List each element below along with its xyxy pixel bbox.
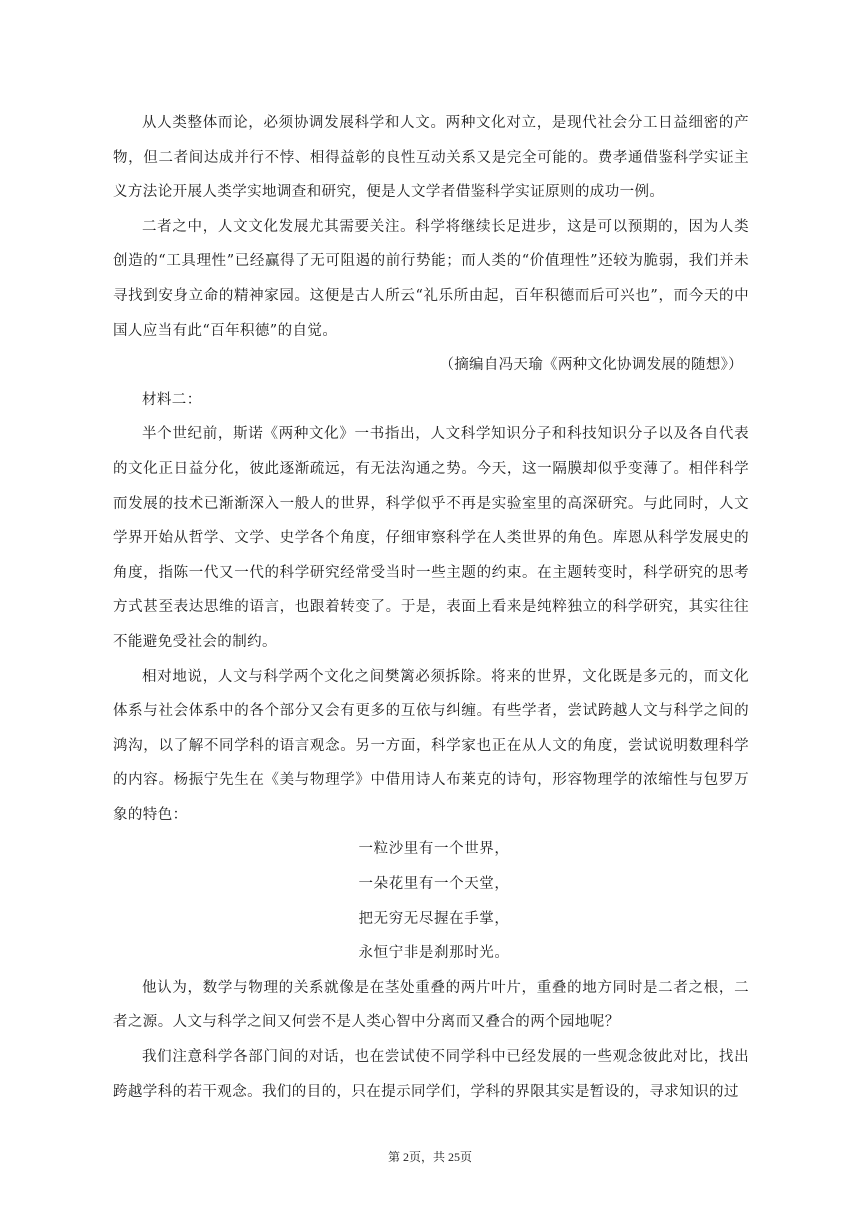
- poem: [113, 832, 749, 970]
- poem-line: 一粒沙里有一个世界，: [358, 841, 510, 858]
- document-body: [113, 106, 749, 1109]
- page-number: 第 2页，共 25页: [387, 1150, 472, 1164]
- poem-line: 把无穷无尽握在手掌，: [358, 910, 510, 927]
- poem-line: 一朵花里有一个天堂，: [358, 876, 510, 893]
- material-2-label: 材料二：: [142, 391, 202, 408]
- poem-line: 永恒宁非是刹那时光。: [358, 945, 510, 962]
- paragraph-6: 我们注意科学各部门间的对话，也在尝试使不同学科中已经发展的一些观念彼此对比，找出跨越学科的若干观念。我们的目的，只在提示同学们，学科的界限其实是暂设的，寻求知识的过: [113, 1049, 749, 1100]
- source-citation: （摘编自冯天瑜《两种文化协调发展的随想》）: [439, 357, 743, 374]
- paragraph-1: 从人类整体而论，必须协调发展科学和人文。两种文化对立，是现代社会分工日益细密的产物，但二者间达成并行不悖、相得益彰的良性互动关系又是完全可能的。费孝通借鉴科学实证主义方法论开展人类学实地调查和研究，便是人文学者借鉴科学实证原则的成功一例。: [113, 115, 749, 201]
- paragraph-2: 二者之中，人文文化发展尤其需要关注。科学将继续长足进步，这是可以预期的，因为人类创造的“工具理性”已经赢得了无可阻遏的前行势能；而人类的“价值理性”还较为脆弱，我们并未寻找到安身立命的精神家园。这便是古人所云“礼乐所由起，百年积德而后可兴也”，而今天的中国人应当有此“百年积德”的自觉。: [113, 218, 749, 339]
- paragraph-3: 半个世纪前，斯诺《两种文化》一书指出，人文科学知识分子和科技知识分子以及各自代表的文化正日益分化，彼此逐渐疏远，有无法沟通之势。今天，这一隔膜却似乎变薄了。相伴科学而发展的技术已渐渐深入一般人的世界，科学似乎不再是实验室里的高深研究。与此同时，人文学界开始从哲学、文学、史学各个角度，仔细审察科学在人类世界的角色。库恩从科学发展史的角度，指陈一代又一代的科学研究经常受当时一些主题的约束。在主题转变时，科学研究的思考方式甚至表达思维的语言，也跟着转变了。于是，表面上看来是纯粹独立的科学研究，其实往往不能避免受社会的制约。: [113, 426, 749, 650]
- paragraph-5: 他认为，数学与物理的关系就像是在茎处重叠的两片叶片，重叠的地方同时是二者之根，二者之源。人文与科学之间又何尝不是人类心智中分离而又叠合的两个园地呢？: [113, 979, 749, 1031]
- paragraph-4: 相对地说，人文与科学两个文化之间樊篱必须拆除。将来的世界，文化既是多元的，而文化体系与社会体系中的各个部分又会有更多的互依与纠缠。有些学者，尝试跨越人文与科学之间的鸿沟，以了解不同学科的语言观念。另一方面，科学家也正在从人文的角度，尝试说明数理科学的内容。杨振宁先生在《美与物理学》中借用诗人布莱克的诗句，形容物理学的浓缩性与包罗万象的特色：: [113, 668, 749, 823]
